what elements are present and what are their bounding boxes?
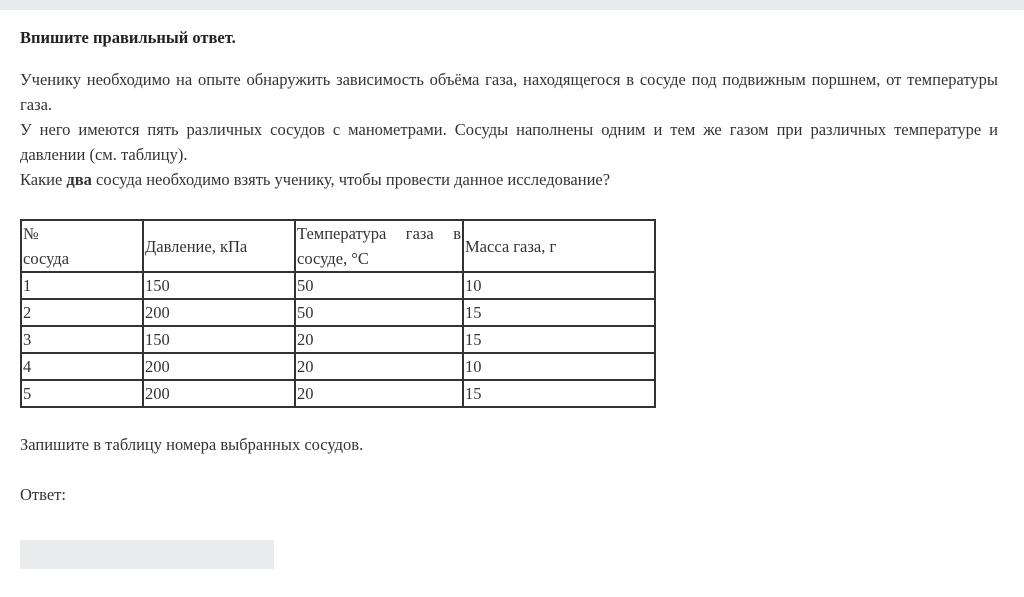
table-row <box>21 326 655 353</box>
question-p3-before: Какие <box>20 170 67 189</box>
header-pressure: Давление, кПа <box>143 220 295 272</box>
cell-mass: 10 <box>463 272 655 299</box>
answer-input[interactable] <box>20 540 274 569</box>
cell-temperature: 50 <box>295 272 463 299</box>
after-table-instruction: Запишите в таблицу номера выбранных сосудов. <box>20 435 364 454</box>
table-row <box>21 272 655 299</box>
cell-mass: 15 <box>463 380 655 407</box>
table-row <box>21 299 655 326</box>
cell-temperature: 20 <box>295 326 463 353</box>
question-p3-after: сосуда необходимо взять ученику, чтобы провести данное исследование? <box>91 170 611 189</box>
cell-vessel: 3 <box>21 326 143 353</box>
table-header-row <box>21 220 655 272</box>
vessels-table <box>20 219 656 408</box>
header-mass: Масса газа, г <box>463 220 655 272</box>
question-paragraph-1: Ученику необходимо на опыте обнаружить зависимость объёма газа, находящегося в сосуде под подвижным поршнем, от температуры газа. <box>20 70 998 114</box>
cell-vessel: 2 <box>21 299 143 326</box>
cell-pressure: 200 <box>143 380 295 407</box>
question-paragraph-2: У него имеются пять различных сосудов с манометрами. Сосуды наполнены одним и тем же газом при различных температуре и давлении (см. таблицу). <box>20 120 998 164</box>
table-row <box>21 353 655 380</box>
question-paragraph-3 <box>20 167 998 192</box>
header-vessel-number: № сосуда <box>21 220 143 272</box>
top-bar <box>0 0 1024 10</box>
cell-vessel: 1 <box>21 272 143 299</box>
cell-pressure: 150 <box>143 272 295 299</box>
cell-pressure: 200 <box>143 299 295 326</box>
task-content <box>20 25 998 507</box>
answer-label: Ответ: <box>20 485 66 504</box>
task-instruction: Впишите правильный ответ. <box>20 28 236 47</box>
cell-pressure: 200 <box>143 353 295 380</box>
cell-temperature: 50 <box>295 299 463 326</box>
table-row <box>21 380 655 407</box>
cell-vessel: 5 <box>21 380 143 407</box>
cell-vessel: 4 <box>21 353 143 380</box>
cell-temperature: 20 <box>295 353 463 380</box>
cell-mass: 15 <box>463 299 655 326</box>
cell-pressure: 150 <box>143 326 295 353</box>
cell-temperature: 20 <box>295 380 463 407</box>
question-text <box>20 67 998 192</box>
question-p3-bold: два <box>66 170 92 189</box>
cell-mass: 15 <box>463 326 655 353</box>
cell-mass: 10 <box>463 353 655 380</box>
header-temperature: Температура газа в сосуде, °С <box>295 220 463 272</box>
